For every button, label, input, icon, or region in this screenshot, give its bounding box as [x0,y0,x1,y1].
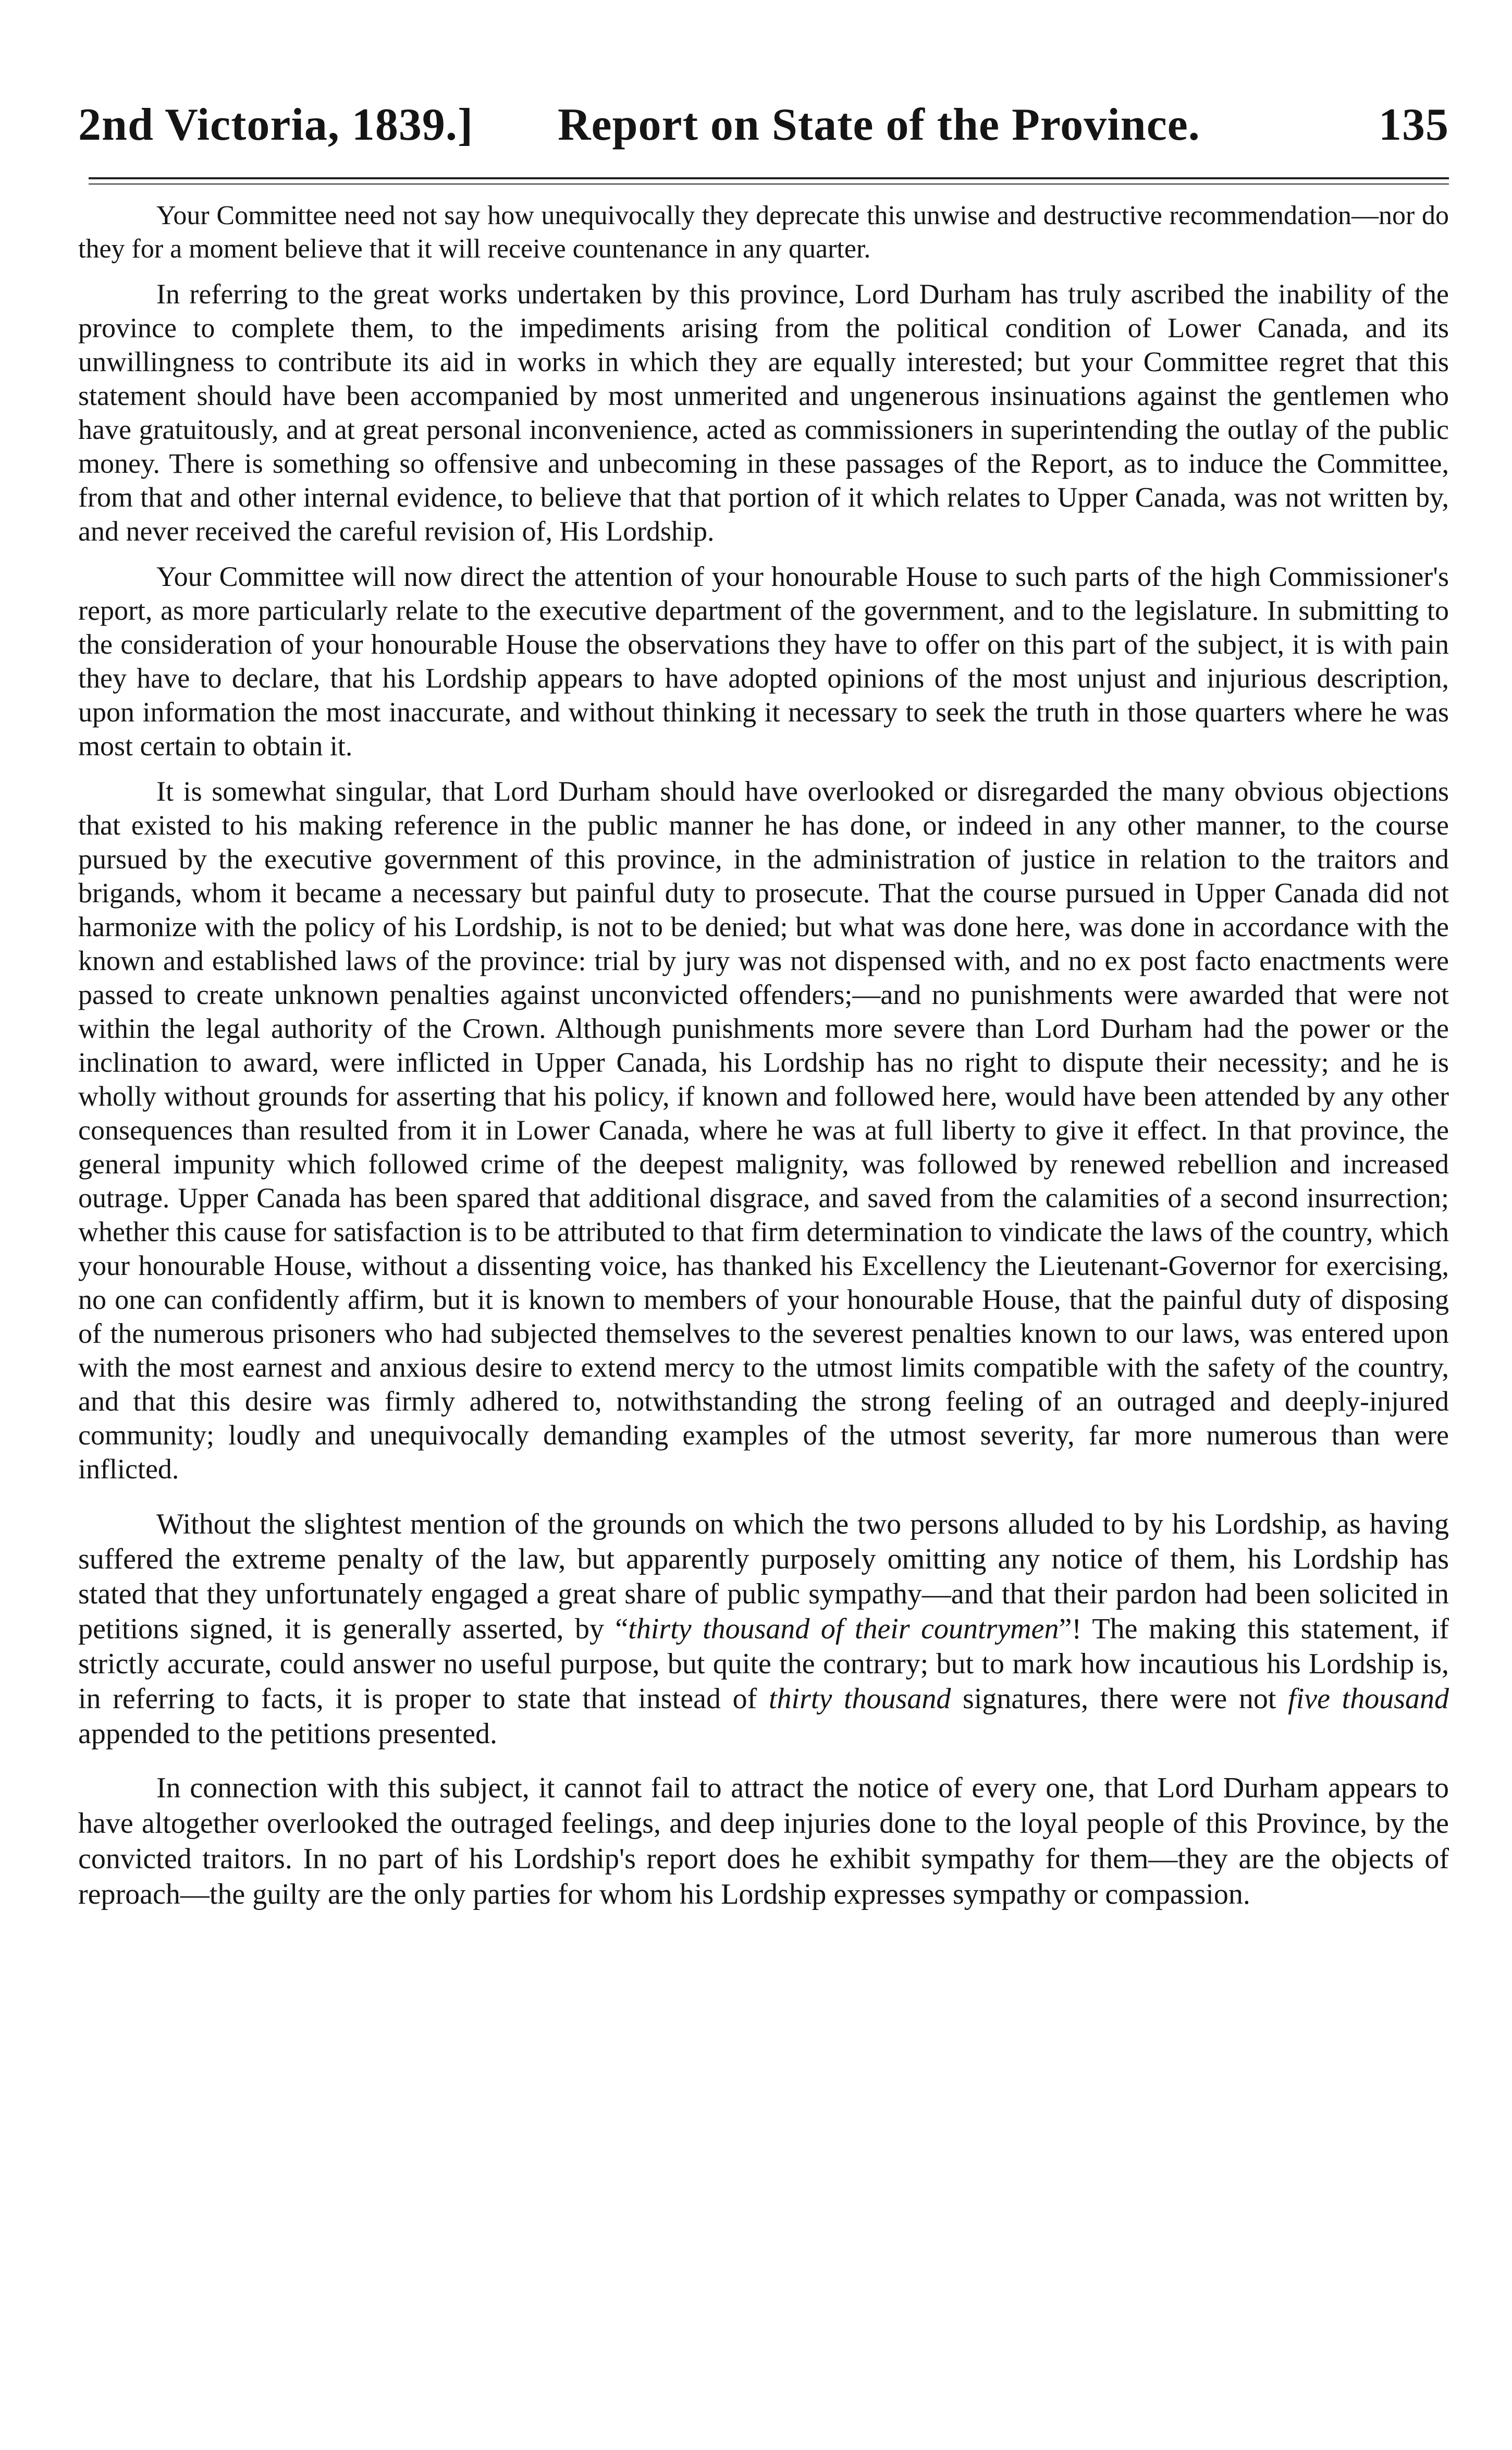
paragraph-5 [78,1507,1449,1751]
header-rule-thick [89,177,1449,179]
body-text [78,199,1449,1912]
paragraph-5-text-d: appended to the petitions presented. [78,1718,497,1750]
paragraph-3: Your Committee will now direct the attention of your honourable House to such parts of the high Commissioner's report, as more particularly relate to the executive department of the government, and to the legislature. In submitting to the consideration of your honourable House the observations they have to offer on this part of the subject, it is with pain they have to declare, that his Lordship appears to have adopted opinions of the most unjust and injurious description, upon information the most inaccurate, and without thinking it necessary to seek the truth in those quarters where he was most certain to obtain it. [78,561,1449,762]
running-header [78,94,1449,156]
paragraph-6: In connection with this subject, it cannot fail to attract the notice of every one, that Lord Durham appears to have altogether overlooked the outraged feelings, and deep injuries done to the loyal people of this Province, by the convicted traitors. In no part of his Lordship's report does he exhibit sympathy for them—they are the objects of reproach—the guilty are the only parties for whom his Lordship expresses sympathy or compassion. [78,1772,1449,1910]
page-number: 135 [1379,100,1449,150]
paragraph-5-text-a: Without the slightest mention of the grounds on which the two persons alluded to by his Lordship, as having suffered the extreme penalty of the law, but apparently purposely omitting any notice of them, his Lordship has stated that they unfortunately engaged a great share of public sympathy—and that their pardon had been solicited in petitions signed, it is generally asserted, by “ [78,1508,1449,1645]
paragraph-5-italic-thirty-thousand: thirty thousand [768,1683,951,1715]
paragraph-1: Your Committee need not say how unequivocally they deprecate this unwise and destructive recommendation—nor do they for a moment believe that it will receive countenance in any quarter. [78,201,1449,264]
header-title: Report on State of the Province. [558,100,1200,150]
paragraph-5-text-b: ”! The making this statement, if strictly accurate, could answer no useful purpose, but quite the contrary; but to mark how incautious his Lordship is, in referring to facts, it is proper to state that instead of [78,1613,1449,1715]
paragraph-2: In referring to the great works undertaken by this province, Lord Durham has truly ascribed the inability of the province to complete them, to the impediments arising from the political condition of Lower Canada, and its unwillingness to contribute its aid in works in which they are equally interested; but your Committee regret that this statement should have been accompanied by most unmerited and ungenerous insinuations against the gentlemen who have gratuitously, and at great personal inconvenience, acted as commissioners in superintending the outlay of the public money. There is something so offensive and unbecoming in these passages of the Report, as to induce the Committee, from that and other internal evidence, to believe that that portion of it which relates to Upper Canada, was not written by, and never received the careful revision of, His Lordship. [78,278,1449,547]
header-rule-thin [89,183,1449,185]
document-page [78,94,1449,2398]
paragraph-5-text-c: signatures, there were not [951,1683,1288,1715]
header-session-date: 2nd Victoria, 1839.] [78,100,474,150]
paragraph-4: It is somewhat singular, that Lord Durham should have overlooked or disregarded the many obvious objections that existed to his making reference in the public manner he has done, or indeed in any other manner, to the course pursued by the executive government of this province, in the administration of justice in relation to the traitors and brigands, whom it became a necessary but painful duty to prosecute. That the course pursued in Upper Canada did not harmonize with the policy of his Lordship, is not to be denied; but what was done here, was done in accordance with the known and established laws of the province: trial by jury was not dispensed with, and no ex post facto enactments were passed to create unknown penalties against unconvicted offenders;—and no punishments were awarded that were not within the legal authority of the Crown. Although punishments more severe than Lord Durham had the power or the inclination to award, were inflicted in Upper Canada, his Lordship has no right to dispute their necessity; and he is wholly without grounds for asserting that his policy, if known and followed here, would have been attended by any other consequences than resulted from it in Lower Canada, where he was at full liberty to give it effect. In that province, the general impunity which followed crime of the deepest malignity, was followed by renewed rebellion and increased outrage. Upper Canada has been spared that additional disgrace, and saved from the calamities of a second insurrection; whether this cause for satisfaction is to be attributed to that firm determination to vindicate the laws of the country, which your honourable House, without a dissenting voice, has thanked his Excellency the Lieutenant-Governor for exercising, no one can confidently affirm, but it is known to members of your honourable House, that the painful duty of disposing of the numerous prisoners who had subjected themselves to the severest penalties known to our laws, was entered upon with the most earnest and anxious desire to extend mercy to the utmost limits compatible with the safety of the country, and that this desire was firmly adhered to, notwithstanding the strong feeling of an outraged and deeply-injured community; loudly and unequivocally demanding examples of the utmost severity, far more numerous than were inflicted. [78,776,1449,1485]
header-rule [78,177,1449,188]
paragraph-5-italic-five-thousand: five thousand [1288,1683,1449,1715]
paragraph-5-italic-quote: thirty thousand of their countrymen [628,1613,1059,1645]
